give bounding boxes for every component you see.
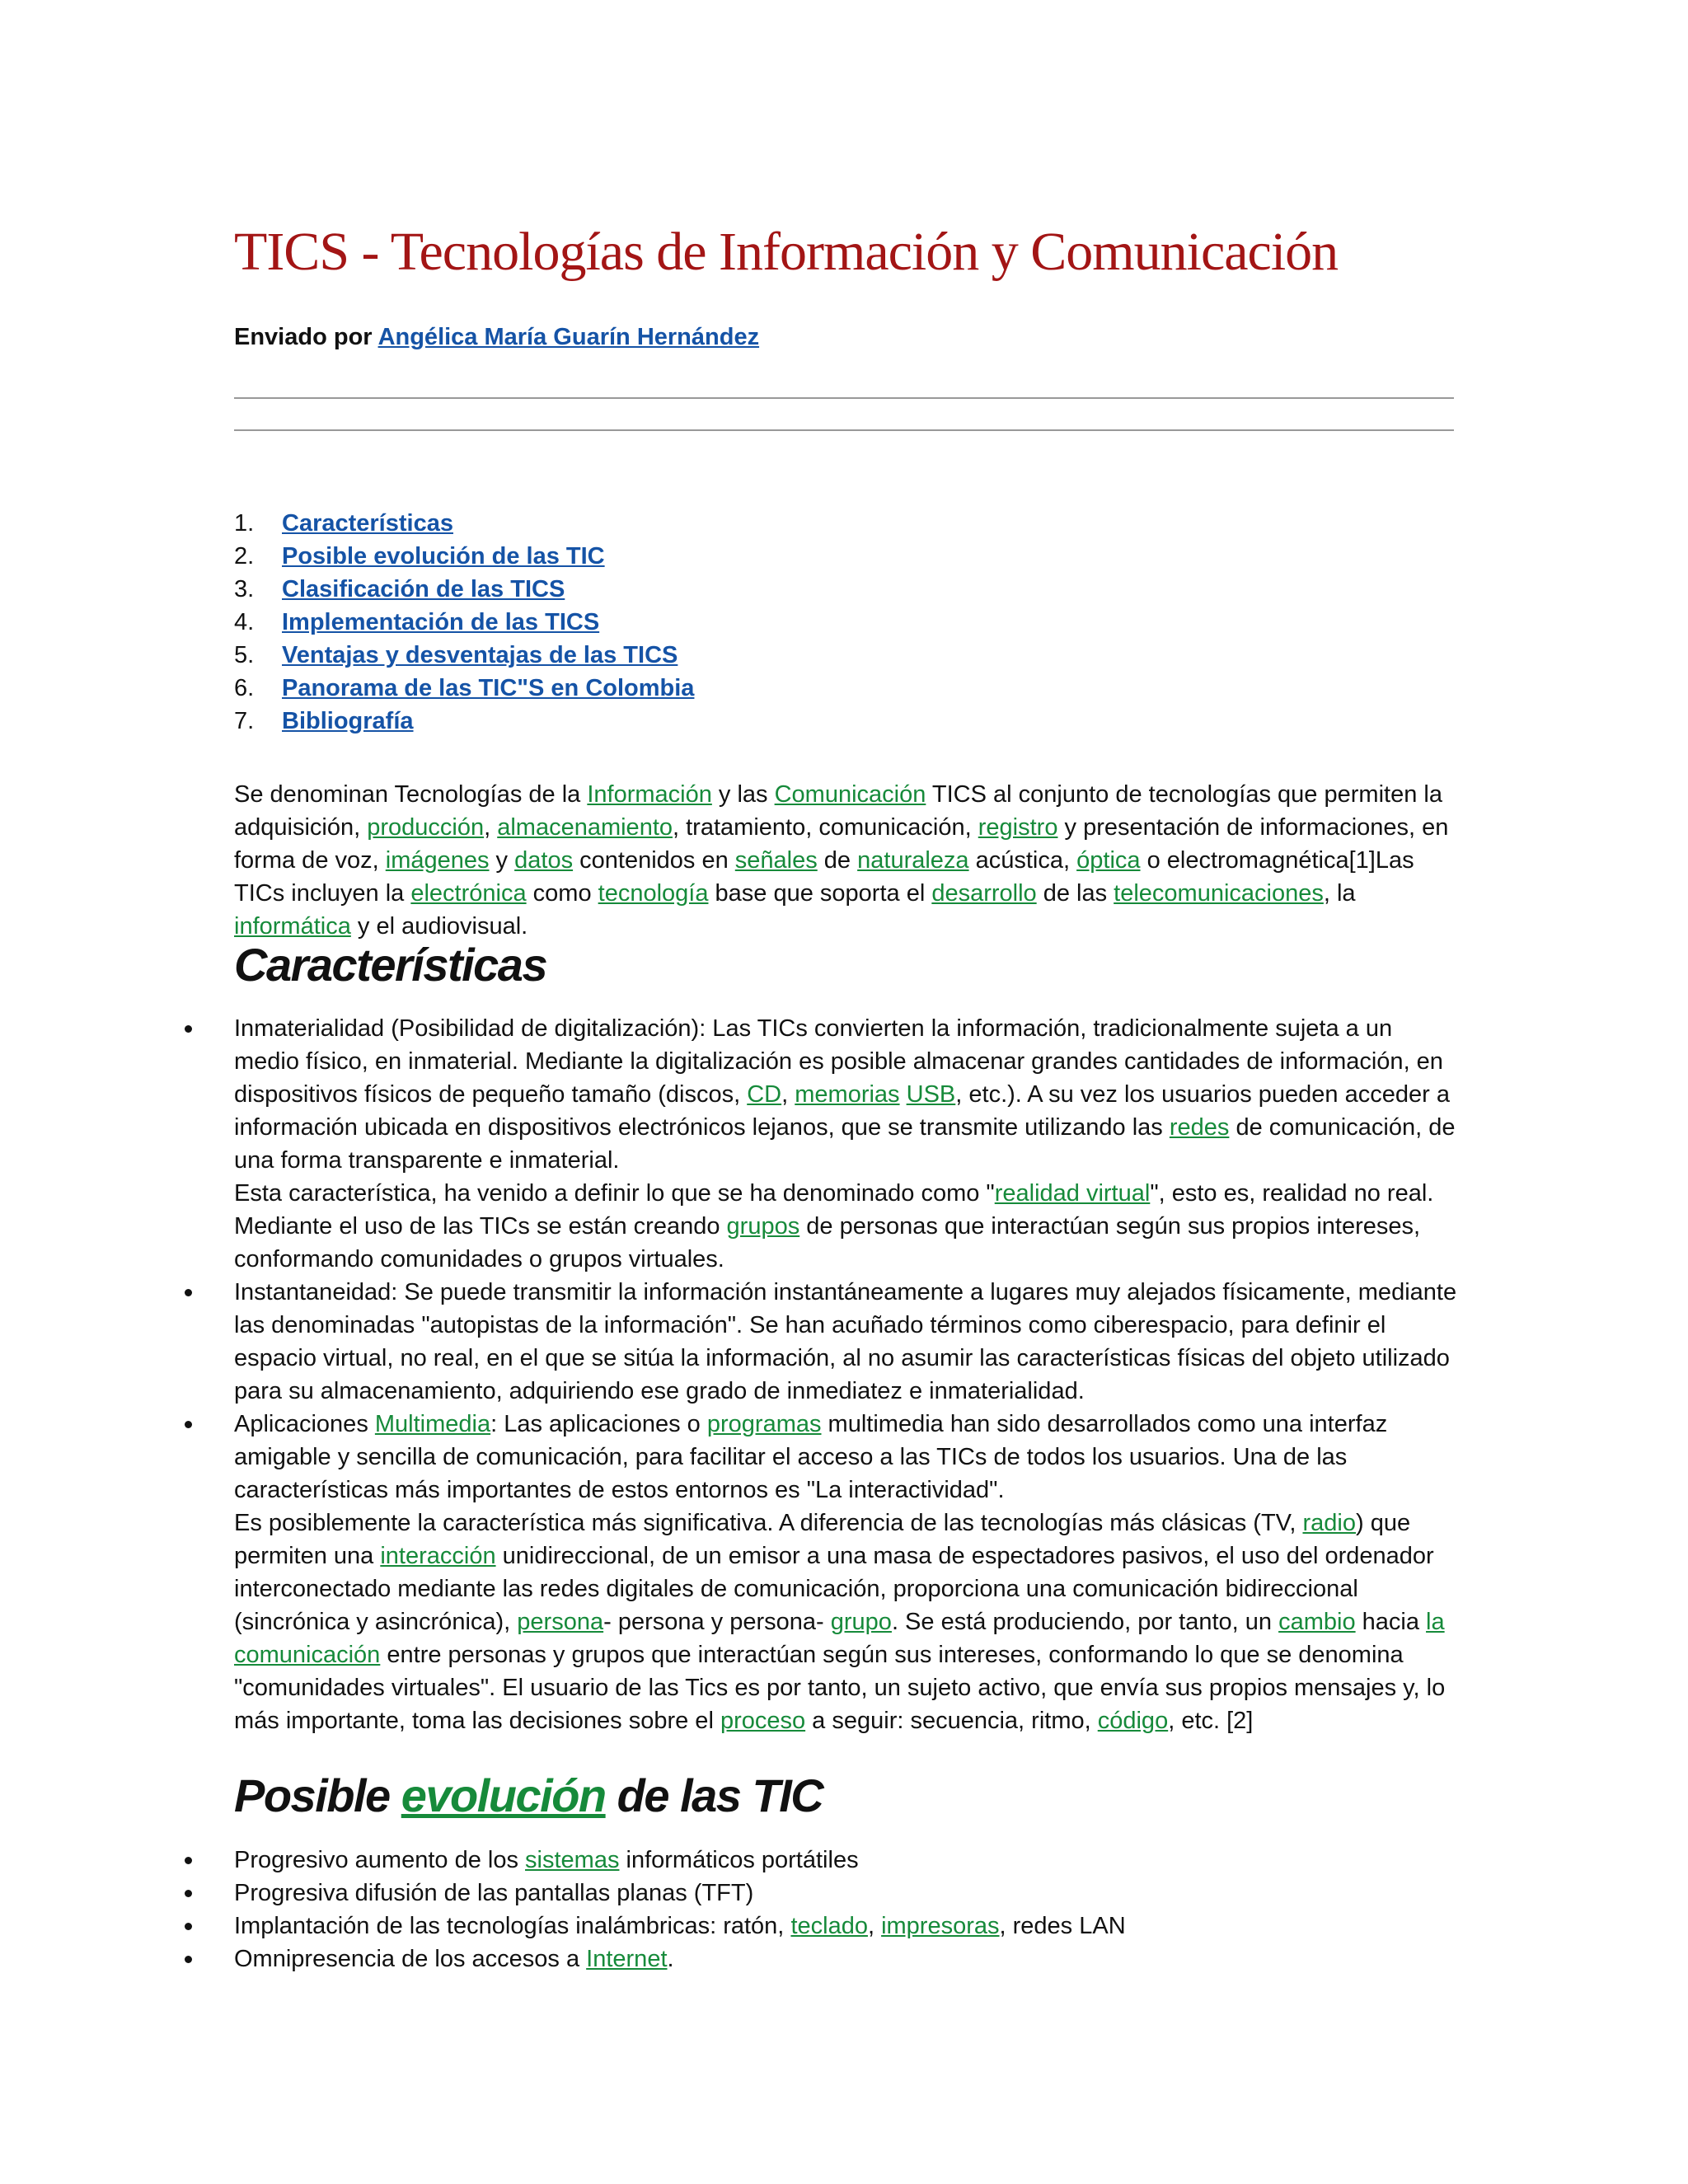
text: de personas que interactúan según sus propios intereses, conformando comunidades o grupos virtuales. — [234, 1213, 1421, 1272]
toc-number: 3. — [234, 576, 255, 602]
text: , etc. [2] — [1168, 1708, 1254, 1734]
heading-caracteristicas: Características — [234, 939, 547, 991]
link-redes[interactable]: redes — [1169, 1114, 1230, 1141]
toc-item — [234, 672, 694, 705]
link-grupo[interactable]: grupo — [830, 1609, 892, 1635]
link-informacion[interactable]: Información — [587, 781, 712, 808]
bullet-icon — [185, 1289, 192, 1296]
text: y — [489, 847, 515, 874]
toc-link-implementacion[interactable]: Implementación de las TICS — [282, 609, 600, 635]
text: : Las aplicaciones o — [490, 1411, 707, 1437]
text: Inmaterialidad (Posibilidad de digitalización): Las TICs convierten la información, tradicionalmente sujeta a un medio físico, en inmaterial. Mediante la digitalización es posible almacenar grandes cantidades de información, en dispositivos físicos de pequeño tamaño (discos, — [234, 1015, 1443, 1108]
text: , tratamiento, comunicación, — [673, 814, 978, 841]
link-imagenes[interactable]: imágenes — [385, 847, 490, 874]
text: hacia — [1355, 1609, 1427, 1635]
toc-item — [234, 540, 694, 573]
toc-number: 4. — [234, 609, 255, 635]
link-radio[interactable]: radio — [1302, 1510, 1356, 1536]
text: Se denominan Tecnologías de la — [234, 781, 588, 808]
author-link[interactable]: Angélica María Guarín Hernández — [377, 324, 760, 350]
link-sistemas[interactable]: sistemas — [525, 1847, 620, 1873]
text: y presentación de informaciones, en forma de voz, — [234, 814, 1449, 874]
byline — [234, 324, 759, 351]
text: Implantación de las tecnologías inalámbricas: ratón, — [234, 1913, 791, 1939]
divider-bottom — [234, 429, 1454, 431]
text: informáticos portátiles — [619, 1847, 859, 1873]
toc-number: 1. — [234, 510, 255, 537]
text: Progresiva difusión de las pantallas planas (TFT) — [234, 1880, 754, 1906]
link-impresoras[interactable]: impresoras — [881, 1913, 1000, 1939]
toc-item — [234, 606, 694, 639]
text: y las — [711, 781, 775, 808]
link-tecnologia[interactable]: tecnología — [598, 880, 709, 907]
toc-number: 6. — [234, 675, 255, 701]
text: , — [867, 1913, 882, 1939]
link-produccion[interactable]: producción — [367, 814, 485, 841]
toc-link-caracteristicas[interactable]: Características — [282, 510, 453, 537]
bullet-icon — [185, 1857, 192, 1864]
toc-item — [234, 639, 694, 672]
list-item — [234, 1844, 1462, 1877]
text: entre personas y grupos que interactúan según sus intereses, conformando lo que se denomina "comunidades virtuales". El usuario de las Tics es por tanto, un sujeto activo, que envía sus propios mensajes y, lo más importante, toma las decisiones sobre el — [234, 1642, 1446, 1734]
link-la-comunicacion[interactable]: la comunicación — [234, 1609, 1445, 1668]
link-memorias[interactable]: memorias — [795, 1081, 900, 1108]
text: Progresivo aumento de los — [234, 1847, 526, 1873]
bullet-icon — [185, 1956, 192, 1963]
link-almacenamiento[interactable]: almacenamiento — [497, 814, 673, 841]
link-usb[interactable]: USB — [906, 1081, 956, 1108]
list-item — [234, 1877, 1462, 1910]
page-title: TICS - Tecnologías de Información y Comunicación — [234, 222, 1339, 282]
toc-link-panorama[interactable]: Panorama de las TIC"S en Colombia — [282, 675, 695, 701]
text: - persona y persona- — [603, 1609, 831, 1635]
link-electronica[interactable]: electrónica — [410, 880, 527, 907]
list-item — [234, 1943, 1462, 1975]
divider-top — [234, 397, 1454, 399]
table-of-contents — [234, 507, 694, 738]
link-internet[interactable]: Internet — [586, 1946, 668, 1972]
text: , redes LAN — [999, 1913, 1126, 1939]
text: base que soporta el — [708, 880, 932, 907]
toc-link-ventajas[interactable]: Ventajas y desventajas de las TICS — [282, 642, 678, 668]
text: Instantaneidad: Se puede transmitir la información instantáneamente a lugares muy alejados físicamente, mediante las denominadas "autopistas de la información". Se han acuñado términos como ciberespacio, para definir el espacio virtual, no real, en el que se sitúa la información, al no asumir las características físicas del objeto utilizado para su almacenamiento, adquiriendo ese grado de inmediatez e inmaterialidad. — [234, 1279, 1457, 1404]
heading-text: de las TIC — [605, 1769, 823, 1821]
toc-number: 7. — [234, 708, 255, 734]
link-naturaleza[interactable]: naturaleza — [857, 847, 969, 874]
evolucion-list — [234, 1844, 1462, 1975]
text: a seguir: secuencia, ritmo, — [805, 1708, 1098, 1734]
text: , etc.). A su vez los usuarios pueden acceder a información ubicada en dispositivos electrónicos lejanos, que se transmite utilizando las — [234, 1081, 1450, 1141]
text: Esta característica, ha venido a definir lo que se ha denominado como " — [234, 1180, 995, 1207]
toc-item — [234, 705, 694, 738]
toc-link-clasificacion[interactable]: Clasificación de las TICS — [282, 576, 565, 602]
bullet-icon — [185, 1025, 192, 1033]
text: , la — [1323, 880, 1356, 907]
text: multimedia han sido desarrollados como una interfaz amigable y sencilla de comunicación, para facilitar el acceso a las TICs de todos los usuarios. Una de las características más importantes de estos entornos es "La interactividad". — [234, 1411, 1388, 1503]
text: ) que permiten una — [234, 1510, 1411, 1569]
text: . — [667, 1946, 674, 1972]
heading-text: Posible — [234, 1769, 401, 1821]
text: y el audiovisual. — [350, 913, 528, 940]
text: contenidos en — [573, 847, 735, 874]
link-realidad-virtual[interactable]: realidad virtual — [994, 1180, 1151, 1207]
toc-link-evolucion[interactable]: Posible evolución de las TIC — [282, 543, 605, 569]
toc-link-bibliografia[interactable]: Bibliografía — [282, 708, 414, 734]
link-cd[interactable]: CD — [747, 1081, 782, 1108]
text: de las — [1036, 880, 1114, 907]
toc-number: 5. — [234, 642, 255, 668]
link-optica[interactable]: óptica — [1076, 847, 1141, 874]
bullet-icon — [185, 1421, 192, 1428]
link-senales[interactable]: señales — [734, 847, 818, 874]
link-datos[interactable]: datos — [514, 847, 574, 874]
text: Aplicaciones — [234, 1411, 375, 1437]
text: , — [484, 814, 498, 841]
text: ", esto es, realidad no real. Mediante el uso de las TICs se están creando — [234, 1180, 1434, 1240]
toc-item — [234, 507, 694, 540]
intro-paragraph — [234, 778, 1462, 943]
link-persona[interactable]: persona — [517, 1609, 604, 1635]
text: de comunicación, de una forma transparente e inmaterial. — [234, 1114, 1456, 1174]
list-item-inmaterialidad — [234, 1012, 1462, 1276]
link-grupos[interactable]: grupos — [726, 1213, 800, 1240]
text: TICS al conjunto de tecnologías que permiten la adquisición, — [234, 781, 1442, 841]
toc-number: 2. — [234, 543, 255, 569]
link-multimedia[interactable]: Multimedia — [374, 1411, 491, 1437]
link-proceso[interactable]: proceso — [720, 1708, 806, 1734]
link-programas[interactable]: programas — [706, 1411, 822, 1437]
text: unidireccional, de un emisor a una masa de espectadores pasivos, el uso del ordenador interconectado mediante las redes digitales de comunicación, proporciona una comunicación bidireccional (sincrónica y asincrónica), — [234, 1543, 1434, 1635]
text — [900, 1081, 907, 1108]
text: Es posiblemente la característica más significativa. A diferencia de las tecnologías más clásicas (TV, — [234, 1510, 1303, 1536]
text: de — [817, 847, 858, 874]
link-evolucion[interactable]: evolución — [401, 1769, 606, 1821]
text: , — [781, 1081, 795, 1108]
link-desarrollo[interactable]: desarrollo — [931, 880, 1037, 907]
list-item-multimedia — [234, 1408, 1462, 1737]
heading-evolucion — [234, 1769, 823, 1822]
bullet-icon — [185, 1923, 192, 1930]
list-item-instantaneidad — [234, 1276, 1462, 1408]
byline-label: Enviado por — [234, 324, 378, 350]
link-informatica[interactable]: informática — [234, 913, 351, 940]
toc-item — [234, 573, 694, 606]
bullet-icon — [185, 1890, 192, 1897]
text: acústica, — [968, 847, 1077, 874]
link-registro[interactable]: registro — [978, 814, 1058, 841]
text: Omnipresencia de los accesos a — [234, 1946, 587, 1972]
link-cambio[interactable]: cambio — [1278, 1609, 1356, 1635]
link-teclado[interactable]: teclado — [790, 1913, 868, 1939]
link-comunicacion[interactable]: Comunicación — [774, 781, 926, 808]
text: o electromagnética[1]Las TICs incluyen la — [234, 847, 1414, 907]
text: . Se está produciendo, por tanto, un — [891, 1609, 1279, 1635]
link-telecomunicaciones[interactable]: telecomunicaciones — [1114, 880, 1324, 907]
link-interaccion[interactable]: interacción — [380, 1543, 496, 1569]
list-item — [234, 1910, 1462, 1943]
caracteristicas-list — [234, 1012, 1462, 1737]
text: como — [526, 880, 598, 907]
link-codigo[interactable]: código — [1097, 1708, 1169, 1734]
